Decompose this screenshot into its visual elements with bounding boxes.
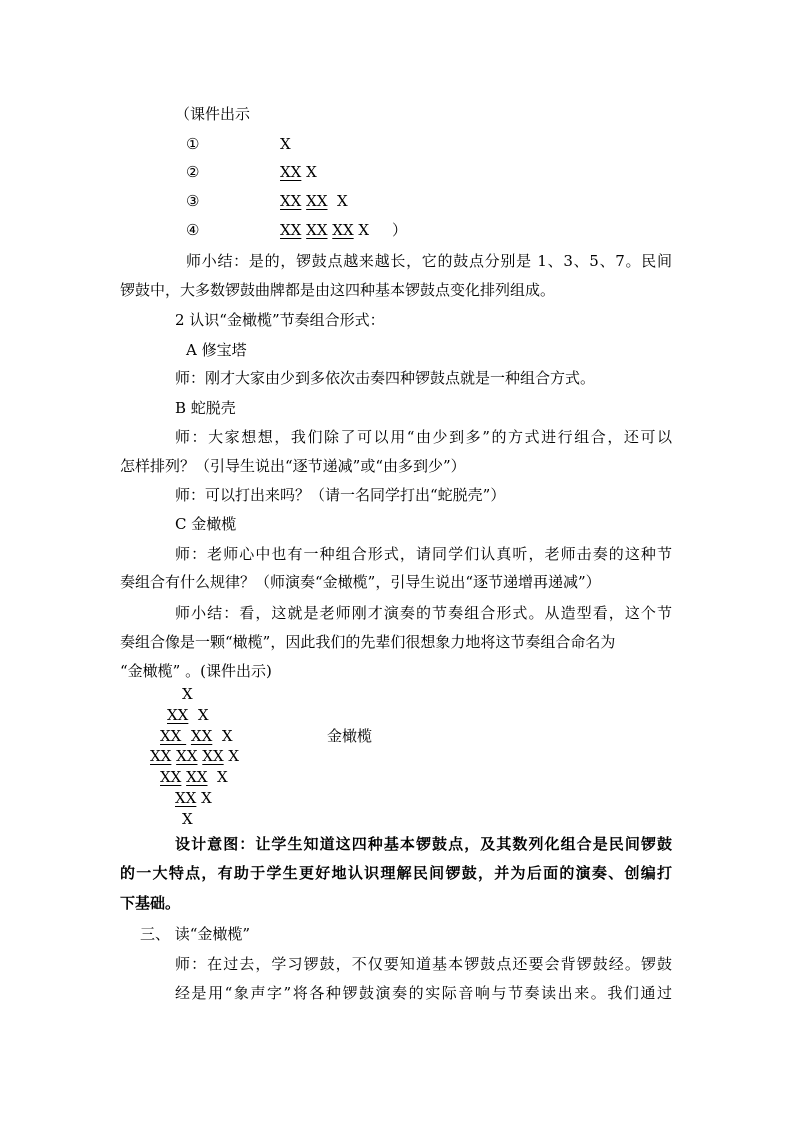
teacher-summary-line-2: 奏组合像是一颗“橄榄”，因此我们的先辈们很想象力地将这节奏组合命名为 [120,633,616,651]
beat-number-2: ② [186,163,200,181]
pattern-c-line-1: 师：老师心中也有一种组合形式，请同学们认真听，老师击奏的这种节 [175,545,672,563]
olive-row-4 [150,746,239,766]
pattern-b-line-3: 师：可以打出来吗？（请一名同学打出“蛇脱壳”） [175,486,506,504]
beat-segment: X [207,768,228,786]
underlined-beat: XX [160,727,187,745]
courseware-heading: （课件出示 [175,105,251,123]
underlined-beat: XX [150,747,172,765]
beat-segment: X [196,789,212,807]
olive-row-5 [160,767,228,787]
underlined-beat: XX [186,768,208,786]
design-intent-line-1: 设计意图：让学生知道这四种基本锣鼓点，及其数列化组合是民间锣鼓 [175,835,672,853]
beat-pattern-1 [280,134,291,154]
underlined-beat: XX [202,747,224,765]
teacher-summary-line-1: 师小结：看，这就是老师刚才演奏的节奏组合形式。从造型看，这个节 [175,604,672,622]
olive-row-2 [167,705,209,725]
section-2-title: 2 认识“金橄榄”节奏组合形式： [175,311,385,329]
olive-row-7 [182,809,193,829]
underlined-beat: XX [176,747,198,765]
design-intent-line-2: 的一大特点，有助于学生更好地认识理解民间锣鼓，并为后面的演奏、创编打 [120,864,672,882]
beat-segment: X [353,221,370,239]
underlined-beat: XX [332,221,354,239]
pattern-a-text: 师：刚才大家由少到多依次击奏四种锣鼓点就是一种组合方式。 [175,369,596,387]
beat-segment: X [223,747,240,765]
olive-label: 金橄榄 [327,727,373,745]
pattern-a-label: A 修宝塔 [186,341,247,359]
pattern-b-label: B 蛇脱壳 [175,399,236,417]
beat-number-4: ④ [186,221,200,239]
section-3-line-2: 经是用“象声字”将各种锣鼓演奏的实际音响与节奏读出来。我们通过 [175,984,672,1002]
underlined-beat: XX [306,221,328,239]
beat-pattern-2 [280,162,317,182]
section-3-title: 三、 读“金橄榄” [140,925,251,943]
beat-number-3: ③ [186,192,200,210]
olive-row-6 [175,788,212,808]
pattern-b-line-2: 怎样排列？（引导生说出“逐节递减”或“由多到少”） [120,457,466,475]
underlined-beat: XX [280,221,302,239]
summary-paragraph-line-2: 锣鼓中，大多数锣鼓曲牌都是由这四种基本锣鼓点变化排列组成。 [120,281,556,299]
beat-segment: X [327,192,348,210]
olive-row-1 [182,684,193,704]
pattern-c-label: C 金橄榄 [175,515,237,533]
pattern-c-line-2: 奏组合有什么规律？（师演奏“金橄榄”，引导生说出“逐节递增再递减”） [120,573,601,591]
underlined-beat: XX [280,192,302,210]
underlined-beat: XX [175,789,197,807]
beat-pattern-4 [280,220,369,240]
beat-segment: X [182,685,193,703]
beat-segment: X [301,163,317,181]
design-intent-line-3: 下基础。 [120,894,181,912]
underlined-beat: XX [306,192,328,210]
underlined-beat: XX [280,163,302,181]
olive-row-3 [160,726,233,746]
teacher-summary-line-3: “金橄榄” 。(课件出示) [120,662,272,680]
beat-pattern-3 [280,191,348,211]
beat-number-1: ① [186,135,200,153]
section-3-line-1: 师：在过去，学习锣鼓，不仅要知道基本锣鼓点还要会背锣鼓经。锣鼓 [175,955,672,973]
beat-segment: X [280,135,291,153]
beat-segment: X [182,810,193,828]
underlined-beat: XX [190,727,213,745]
beat-segment: X [212,727,233,745]
underlined-beat: XX [167,706,189,724]
close-paren: ） [392,221,408,239]
pattern-b-line-1: 师：大家想想，我们除了可以用“由少到多”的方式进行组合，还可以 [175,428,672,446]
summary-paragraph-line-1: 师小结：是的，锣鼓点越来越长，它的鼓点分别是 1、3、5、7。民间 [186,252,672,270]
underlined-beat: XX [160,768,182,786]
beat-segment: X [188,706,209,724]
